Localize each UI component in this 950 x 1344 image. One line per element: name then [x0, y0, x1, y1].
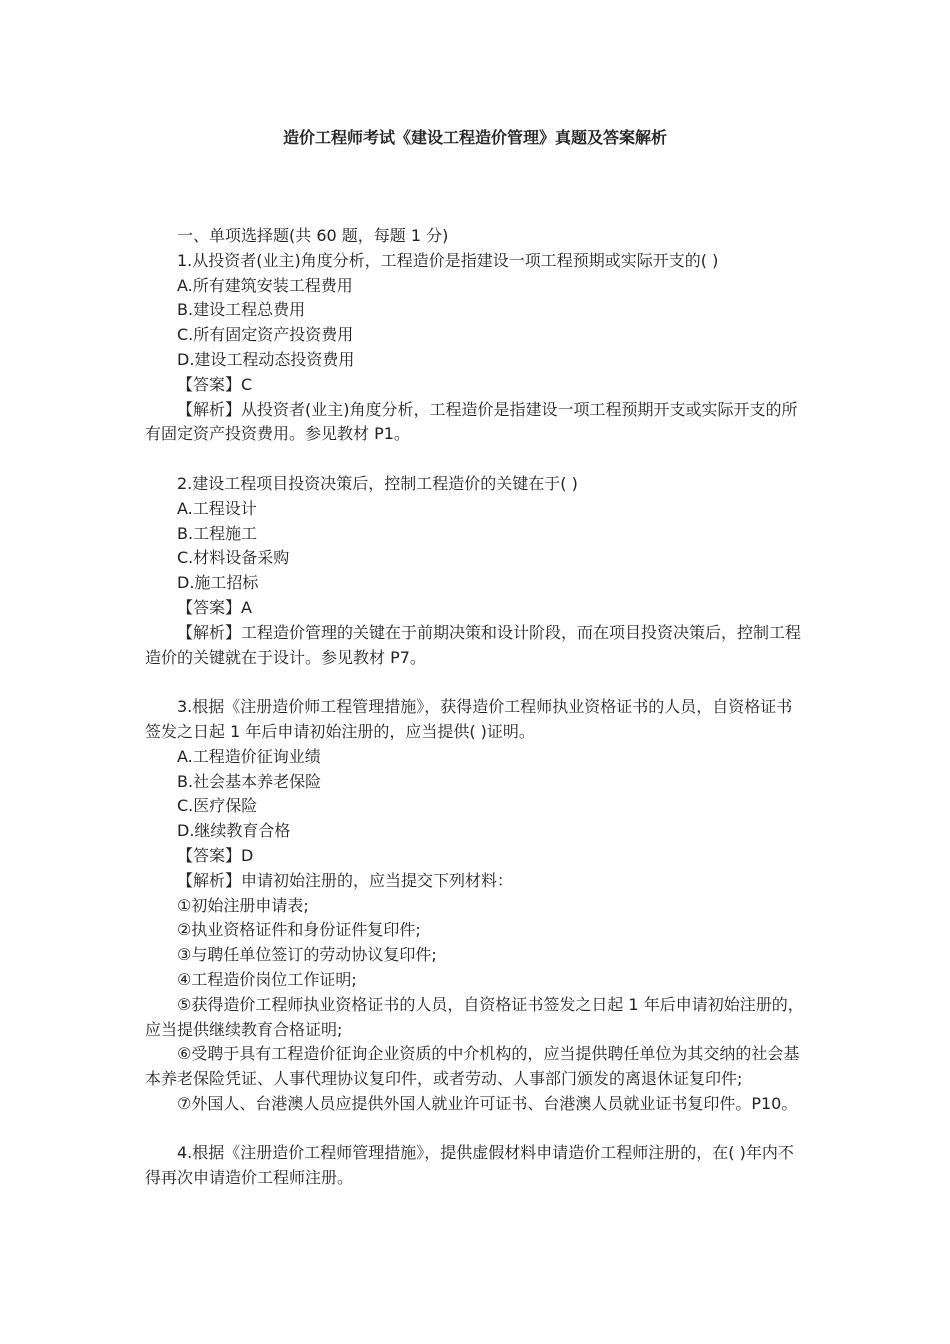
question-option: D.施工招标: [177, 573, 259, 593]
question-analysis: 【解析】从投资者(业主)角度分析，工程造价是指建设一项工程预期开支或实际开支的所有固定资产投资费用。参见教材 P1。: [145, 399, 798, 444]
analysis-list-item: ⑦外国人、台港澳人员应提供外国人就业许可证书、台港澳人员就业证书复印件。P10。: [177, 1093, 798, 1113]
paragraph-gap: [145, 670, 805, 695]
question-option: B.建设工程总费用: [177, 300, 306, 320]
question-answer: 【答案】D: [177, 845, 254, 865]
paragraph-gap: [145, 447, 805, 472]
analysis-list-item: ⑤获得造价工程师执业资格证书的人员，自资格证书签发之日起 1 年后申请初始注册的，应当提供继续教育合格证明;: [145, 994, 804, 1039]
question-option: B.工程施工: [177, 523, 258, 543]
question-option: A.工程造价征询业绩: [177, 746, 321, 766]
question-option: D.继续教育合格: [177, 821, 291, 841]
question-option: A.工程设计: [177, 498, 257, 518]
question-answer: 【答案】A: [177, 597, 252, 617]
question-stem: 4.根据《注册造价工程师管理措施》，提供虚假材料申请造价工程师注册的，在( )年内不得再次申请造价工程师注册。: [145, 1143, 794, 1188]
analysis-list-item: ②执业资格证件和身份证件复印件;: [177, 920, 421, 940]
analysis-list-item: ④工程造价岗位工作证明;: [177, 969, 357, 989]
section-heading: 一、单项选择题(共 60 题，每题 1 分): [177, 226, 449, 245]
question-option: C.材料设备采购: [177, 548, 290, 568]
document-title: 造价工程师考试《建设工程造价管理》真题及答案解析: [282, 128, 667, 147]
question-option: D.建设工程动态投资费用: [177, 349, 355, 369]
analysis-list-item: ①初始注册申请表;: [177, 895, 309, 915]
question-option: C.所有固定资产投资费用: [177, 325, 354, 345]
question-analysis: 【解析】申请初始注册的，应当提交下列材料：: [177, 870, 514, 890]
document-body: [145, 224, 805, 1191]
paragraph-gap: [145, 1117, 805, 1142]
question-stem: 2.建设工程项目投资决策后，控制工程造价的关键在于( ): [177, 473, 578, 493]
question-stem: 3.根据《注册造价师工程管理措施》，获得造价工程师执业资格证书的人员，自资格证书签发之日起 1 年后申请初始注册的，应当提供( )证明。: [145, 697, 793, 741]
question-answer: 【答案】C: [177, 374, 253, 394]
question-analysis: 【解析】工程造价管理的关键在于前期决策和设计阶段，而在项目投资决策后，控制工程造价的关键就在于设计。参见教材 P7。: [145, 622, 802, 667]
question-option: A.所有建筑安装工程费用: [177, 275, 353, 295]
analysis-list-item: ③与聘任单位签订的劳动协议复印件;: [177, 945, 437, 965]
analysis-list-item: ⑥受聘于具有工程造价征询企业资质的中介机构的，应当提供聘任单位为其交纳的社会基本养老保险凭证、人事代理协议复印件，或者劳动、人事部门颁发的离退休证复印件;: [145, 1044, 800, 1089]
question-stem: 1.从投资者(业主)角度分析，工程造价是指建设一项工程预期或实际开支的( ): [177, 250, 719, 270]
question-option: C.医疗保险: [177, 796, 258, 816]
question-option: B.社会基本养老保险: [177, 771, 322, 791]
